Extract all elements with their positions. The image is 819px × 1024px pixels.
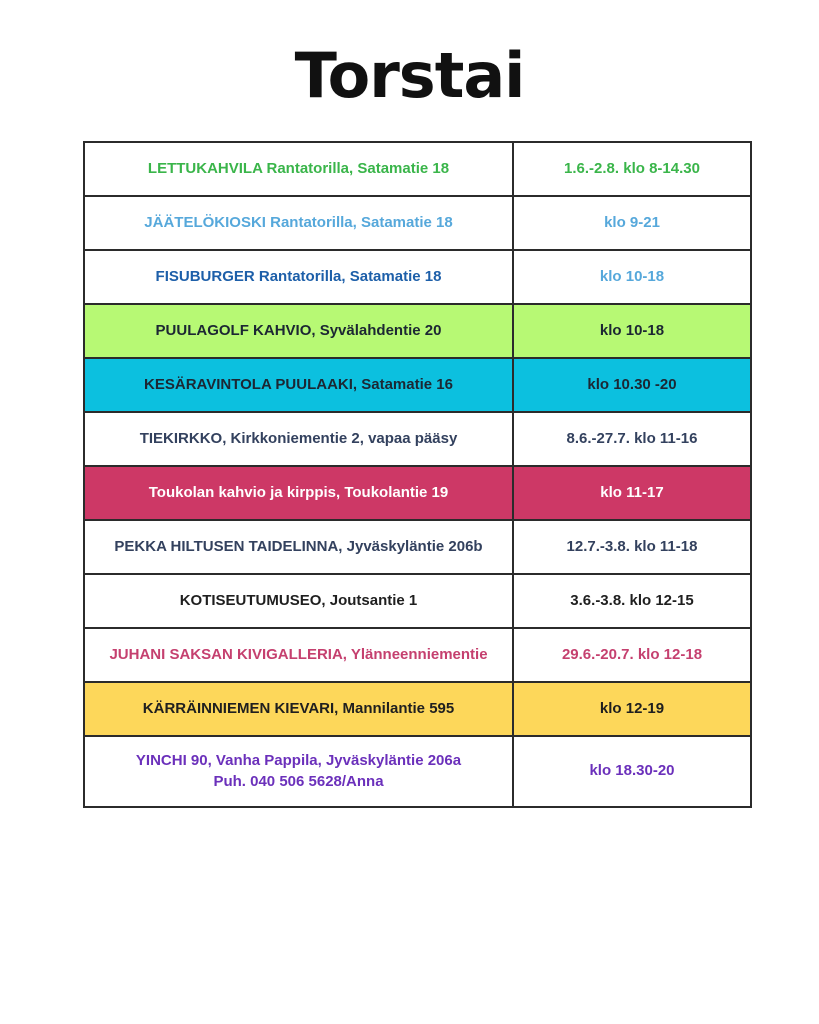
table-row xyxy=(84,736,751,807)
table-row xyxy=(84,304,751,358)
place-cell xyxy=(84,358,513,412)
time-cell xyxy=(513,304,751,358)
time-cell xyxy=(513,520,751,574)
table-row xyxy=(84,628,751,682)
place-text-line: KESÄRAVINTOLA PUULAAKI, Satamatie 16 xyxy=(144,375,453,393)
place-cell xyxy=(84,736,513,807)
place-text-line: JÄÄTELÖKIOSKI Rantatorilla, Satamatie 18 xyxy=(144,213,453,231)
table-row xyxy=(84,196,751,250)
place-text-line: PEKKA HILTUSEN TAIDELINNA, Jyväskyläntie 206b xyxy=(114,537,483,555)
place-text-line: LETTUKAHVILA Rantatorilla, Satamatie 18 xyxy=(147,159,450,177)
time-cell xyxy=(513,142,751,196)
table-row xyxy=(84,250,751,304)
place-cell xyxy=(84,574,513,628)
schedule-body xyxy=(84,142,751,807)
place-cell xyxy=(84,250,513,304)
table-row xyxy=(84,142,751,196)
time-cell xyxy=(513,412,751,466)
time-cell xyxy=(513,682,751,736)
time-cell xyxy=(513,466,751,520)
time-text: klo 9-21 xyxy=(604,213,660,231)
page-title: Torstai xyxy=(294,39,525,112)
table-row xyxy=(84,682,751,736)
table-row xyxy=(84,466,751,520)
place-cell xyxy=(84,304,513,358)
time-text: klo 18.30-20 xyxy=(589,762,675,780)
time-text: klo 10-18 xyxy=(599,321,665,339)
table-row xyxy=(84,412,751,466)
time-cell xyxy=(513,196,751,250)
place-text-line: KOTISEUTUMUSEO, Joutsantie 1 xyxy=(179,591,418,609)
place-cell xyxy=(84,142,513,196)
place-cell xyxy=(84,682,513,736)
time-text: 12.7.-3.8. klo 11-18 xyxy=(566,537,698,555)
place-text-line: KÄRRÄINNIEMEN KIEVARI, Mannilantie 595 xyxy=(142,699,455,717)
place-cell xyxy=(84,196,513,250)
time-text: klo 12-19 xyxy=(599,699,665,717)
table-row xyxy=(84,574,751,628)
place-text-line: Puh. 040 506 5628/Anna xyxy=(213,772,384,790)
time-cell xyxy=(513,736,751,807)
place-text-line: Toukolan kahvio ja kirppis, Toukolantie 19 xyxy=(148,483,449,501)
place-cell xyxy=(84,412,513,466)
place-text-line: JUHANI SAKSAN KIVIGALLERIA, Ylänneenniementie xyxy=(109,645,488,663)
place-text-line: FISUBURGER Rantatorilla, Satamatie 18 xyxy=(155,267,442,285)
table-row xyxy=(84,358,751,412)
place-text-line: PUULAGOLF KAHVIO, Syvälahdentie 20 xyxy=(155,321,442,339)
time-text: klo 10.30 -20 xyxy=(587,375,677,393)
place-cell xyxy=(84,466,513,520)
place-cell xyxy=(84,628,513,682)
schedule-table xyxy=(83,141,752,808)
time-cell xyxy=(513,358,751,412)
time-text: klo 10-18 xyxy=(599,267,665,285)
place-cell xyxy=(84,520,513,574)
place-text-line: TIEKIRKKO, Kirkkoniementie 2, vapaa pääsy xyxy=(139,429,458,447)
time-text: 8.6.-27.7. klo 11-16 xyxy=(566,429,698,447)
time-text: 1.6.-2.8. klo 8-14.30 xyxy=(564,159,700,177)
place-text-line: YINCHI 90, Vanha Pappila, Jyväskyläntie 206a xyxy=(135,752,462,770)
time-text: 3.6.-3.8. klo 12-15 xyxy=(570,591,694,609)
time-text: 29.6.-20.7. klo 12-18 xyxy=(561,645,703,663)
time-cell xyxy=(513,250,751,304)
time-cell xyxy=(513,574,751,628)
time-cell xyxy=(513,628,751,682)
time-text: klo 11-17 xyxy=(600,483,664,501)
table-row xyxy=(84,520,751,574)
